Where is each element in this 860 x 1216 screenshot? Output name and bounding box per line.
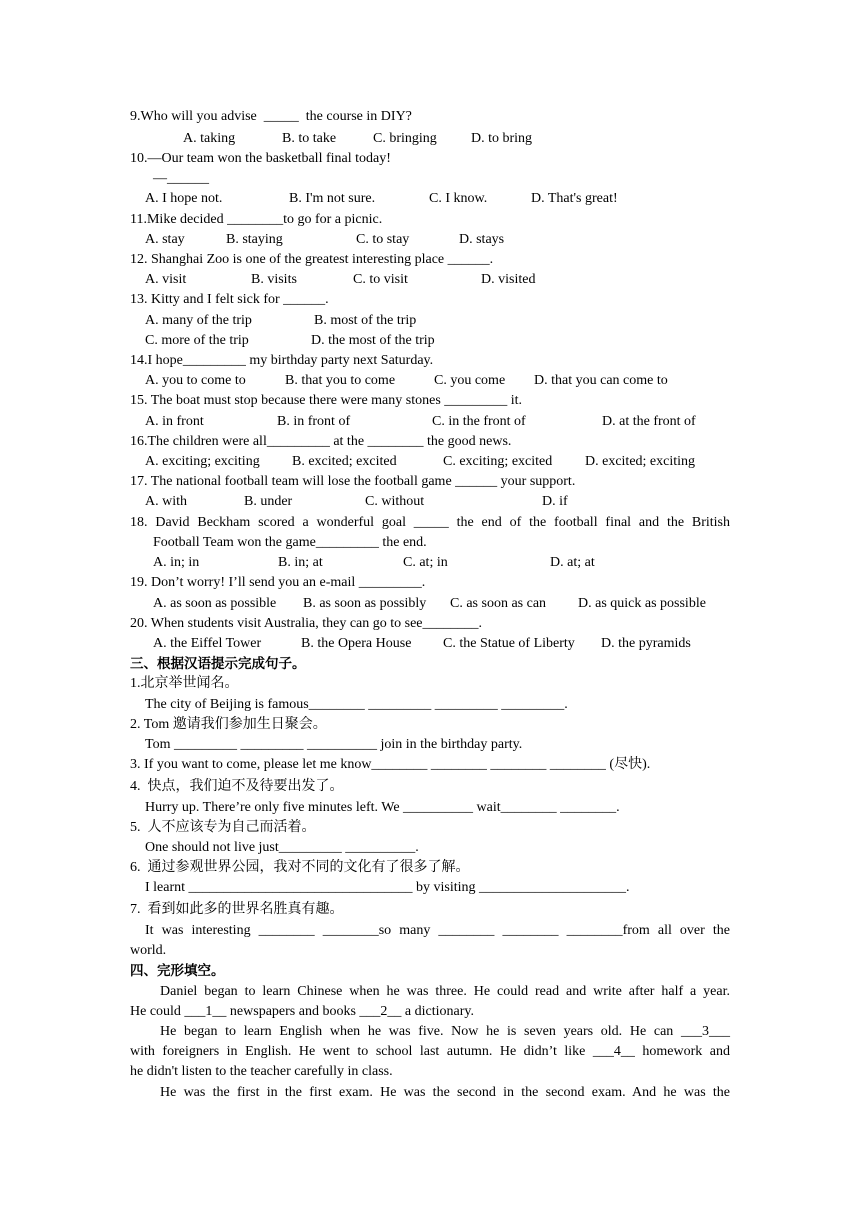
q15-option-d: D. at the front of <box>602 414 696 429</box>
section-3-item-5-en: One should not live just_________ __________. <box>145 840 419 855</box>
passage-line-1: Daniel began to learn Chinese when he was three. He could read and write after half a year. <box>160 984 730 999</box>
section-3-item-7-en-line2: world. <box>130 943 167 958</box>
question-14-stem: 14.I hope_________ my birthday party next Saturday. <box>130 353 434 368</box>
q19-option-b: B. as soon as possibly <box>303 596 427 611</box>
question-10-reply: —______ <box>153 171 209 186</box>
q15-option-a: A. in front <box>145 414 204 429</box>
question-13-stem: 13. Kitty and I felt sick for ______. <box>130 292 329 307</box>
q10-option-a: A. I hope not. <box>145 191 223 206</box>
section-3-item-1-en: The city of Beijing is famous________ _________ _________ _________. <box>145 697 568 712</box>
q19-option-a: A. as soon as possible <box>153 596 277 611</box>
q20-option-d: D. the pyramids <box>601 636 691 651</box>
q10-option-d: D. That's great! <box>531 191 618 206</box>
passage-line-4: with foreigners in English. He went to school last autumn. He didn’t like ___4__ homework and <box>130 1044 730 1059</box>
q9-option-a: A. taking <box>183 131 236 146</box>
q17-option-c: C. without <box>365 494 425 509</box>
q9-option-b: B. to take <box>282 131 337 146</box>
q16-option-c: C. exciting; excited <box>443 454 553 469</box>
question-18-stem-line1: 18. David Beckham scored a wonderful goal _____ the end of the football final and the British <box>130 515 730 530</box>
q11-option-b: B. staying <box>226 232 283 247</box>
q20-option-b: B. the Opera House <box>301 636 412 651</box>
section-3-item-6-cn: 6. 通过参观世界公园，我对不同的文化有了很多了解。 <box>130 860 470 875</box>
q11-option-a: A. stay <box>145 232 185 247</box>
question-18-stem-line2: Football Team won the game_________ the end. <box>153 535 427 550</box>
q17-option-d: D. if <box>542 494 568 509</box>
q18-option-a: A. in; in <box>153 555 200 570</box>
q12-option-d: D. visited <box>481 272 536 287</box>
q9-option-c: C. bringing <box>373 131 437 146</box>
q12-option-c: C. to visit <box>353 272 408 287</box>
q13-option-d: D. the most of the trip <box>311 333 435 348</box>
q10-option-c: C. I know. <box>429 191 488 206</box>
question-16-stem: 16.The children were all_________ at the ________ the good news. <box>130 434 512 449</box>
q9-option-d: D. to bring <box>471 131 533 146</box>
q12-option-a: A. visit <box>145 272 187 287</box>
q17-option-b: B. under <box>244 494 293 509</box>
passage-line-5: he didn't listen to the teacher carefully in class. <box>130 1064 393 1079</box>
q17-option-a: A. with <box>145 494 187 509</box>
q13-option-b: B. most of the trip <box>314 313 417 328</box>
q10-option-b: B. I'm not sure. <box>289 191 376 206</box>
section-3-item-1-cn: 1.北京举世闻名。 <box>130 676 239 691</box>
q11-option-c: C. to stay <box>356 232 410 247</box>
q20-option-a: A. the Eiffel Tower <box>153 636 262 651</box>
q14-option-b: B. that you to come <box>285 373 396 388</box>
q15-option-b: B. in front of <box>277 414 351 429</box>
question-10-stem: 10.—Our team won the basketball final today! <box>130 151 391 166</box>
section-3-item-7-cn: 7. 看到如此多的世界名胜真有趣。 <box>130 902 344 917</box>
question-11-stem: 11.Mike decided ________to go for a picnic. <box>130 212 383 227</box>
question-12-stem: 12. Shanghai Zoo is one of the greatest interesting place ______. <box>130 252 494 267</box>
q15-option-c: C. in the front of <box>432 414 526 429</box>
section-3-item-7-en-line1: It was interesting ________ ________so many ________ ________ ________from all over the <box>145 923 730 938</box>
q11-option-d: D. stays <box>459 232 505 247</box>
section-3-item-3: 3. If you want to come, please let me know________ ________ ________ ________ (尽快). <box>130 757 651 772</box>
q13-option-c: C. more of the trip <box>145 333 249 348</box>
passage-line-6: He was the first in the first exam. He was the second in the second exam. And he was the <box>160 1085 730 1100</box>
section-3-heading: 三、根据汉语提示完成句子。 <box>130 656 306 672</box>
question-15-stem: 15. The boat must stop because there were many stones _________ it. <box>130 393 523 408</box>
q19-option-d: D. as quick as possible <box>578 596 706 611</box>
question-20-stem: 20. When students visit Australia, they can go to see________. <box>130 616 483 631</box>
q18-option-c: C. at; in <box>403 555 448 570</box>
section-3-item-5-cn: 5. 人不应该专为自己而活着。 <box>130 820 316 835</box>
q14-option-c: C. you come <box>434 373 506 388</box>
q14-option-a: A. you to come to <box>145 373 246 388</box>
q20-option-c: C. the Statue of Liberty <box>443 636 575 651</box>
q19-option-c: C. as soon as can <box>450 596 547 611</box>
section-3-item-4-cn: 4. 快点，我们迫不及待要出发了。 <box>130 779 344 794</box>
section-4-heading: 四、完形填空。 <box>130 963 225 979</box>
section-3-item-2-cn: 2. Tom 邀请我们参加生日聚会。 <box>130 717 327 732</box>
q14-option-d: D. that you can come to <box>534 373 668 388</box>
q16-option-d: D. excited; exciting <box>585 454 696 469</box>
question-17-stem: 17. The national football team will lose the football game ______ your support. <box>130 474 576 489</box>
q18-option-d: D. at; at <box>550 555 595 570</box>
passage-line-2: He could ___1__ newspapers and books ___2__ a dictionary. <box>130 1004 474 1019</box>
q13-option-a: A. many of the trip <box>145 313 252 328</box>
question-9-stem: 9.Who will you advise _____ the course in DIY? <box>130 109 412 124</box>
q16-option-b: B. excited; excited <box>292 454 397 469</box>
passage-line-3: He began to learn English when he was five. Now he is seven years old. He can ___3___ <box>160 1024 730 1039</box>
q12-option-b: B. visits <box>251 272 297 287</box>
q16-option-a: A. exciting; exciting <box>145 454 260 469</box>
section-3-item-4-en: Hurry up. There’re only five minutes left. We __________ wait________ ________. <box>145 800 620 815</box>
section-3-item-6-en: I learnt ________________________________ by visiting _____________________. <box>145 880 630 895</box>
section-3-item-2-en: Tom _________ _________ __________ join in the birthday party. <box>145 737 523 752</box>
q18-option-b: B. in; at <box>278 555 323 570</box>
question-19-stem: 19. Don’t worry! I’ll send you an e-mail _________. <box>130 575 426 590</box>
